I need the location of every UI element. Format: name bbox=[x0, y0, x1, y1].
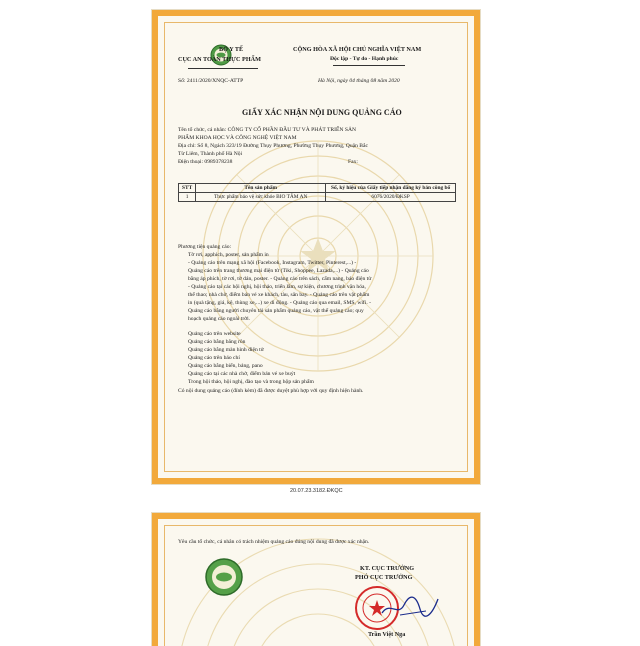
media-list-item: Trong hội thảo, hội nghị, đào tạo và trong hộp sản phẩm bbox=[188, 379, 314, 385]
media-list-item: Quảng cáo tại các nhà chờ, điểm bán vé xe buýt bbox=[188, 371, 296, 377]
media-line: Quảng cáo bằng người chuyên tải sản phẩm quảng cáo, vật thể quảng cáo; quy bbox=[188, 308, 364, 314]
document-page-2 bbox=[152, 513, 480, 646]
republic-title: CỘNG HÒA XÃ HỘI CHỦ NGHĨA VIỆT NAM bbox=[293, 46, 422, 53]
org-name-line2: PHẨM KHOA HỌC VÀ CÔNG NGHỆ VIỆT NAM bbox=[178, 135, 297, 141]
ministry-name: BỘ Y TẾ bbox=[219, 46, 244, 53]
media-line: - Quảng cáo tại các hội nghị, hội thảo, triển lãm, sự kiện, chương trình văn hóa, bbox=[188, 284, 366, 290]
org-address-line2: Từ Liêm, Thành phố Hà Nội bbox=[178, 151, 243, 157]
approval-conclusion: Có nội dung quảng cáo (đính kèm) đã được duyệt phù hợp với quy định hiện hành. bbox=[178, 388, 364, 394]
issue-date: Hà Nội, ngày 04 tháng 08 năm 2020 bbox=[318, 78, 400, 84]
org-address-line1: Địa chỉ: Số 8, Ngách 323/19 Đường Thụy Phương, Phường Thụy Phương, Quận Bắc bbox=[178, 143, 369, 149]
document-page-1 bbox=[152, 10, 480, 484]
media-line: Quảng cáo trên trang thương mại điện tử (Tiki, Shoppee, Lazada,...) - Quảng cáo bbox=[188, 268, 369, 274]
table-header-row bbox=[179, 184, 456, 193]
media-line: bằng áp phích, tờ rơi, tờ dán, poster. - Quảng cáo trên sách, cẩm nang, báo điện tử bbox=[188, 276, 372, 282]
col-header-product: Tên sản phẩm bbox=[196, 184, 326, 193]
cell-product: Thực phẩm bảo vệ sức khỏe BIO TÂM AN bbox=[196, 193, 326, 202]
document-number: Số: 2411/2020/XNQC-ATTP bbox=[178, 78, 244, 84]
media-list-item: Quảng cáo bằng băng rôn bbox=[188, 339, 246, 345]
media-line: Tờ rơi, apphich, poster, sản phẩm in bbox=[188, 252, 269, 258]
department-name: CỤC AN TOÀN THỰC PHẨM bbox=[178, 56, 261, 63]
media-heading: Phương tiện quảng cáo: bbox=[178, 244, 232, 250]
media-line: in (quà tặng, giá, kệ, thùng xe,...) xe di động. - Quảng cáo qua email, SMS, wifi. - bbox=[188, 300, 372, 306]
media-line: thể thao; nhà chờ, điểm bán vé xe khách, tàu, sân bay. - Quảng cáo trên vật phẩm bbox=[188, 292, 370, 298]
signer-title-2: PHÓ CỤC TRƯỞNG bbox=[355, 574, 413, 581]
notice-text: Yêu cầu tổ chức, cá nhân có trách nhiệm quảng cáo đúng nội dung đã được xác nhận. bbox=[178, 539, 370, 545]
product-table bbox=[178, 183, 456, 202]
org-phone: Điện thoại: 0989378238 bbox=[178, 159, 233, 165]
signer-name: Trần Việt Nga bbox=[368, 631, 406, 638]
motto-underline bbox=[333, 65, 405, 66]
food-safety-logo bbox=[204, 557, 244, 597]
media-line: hoạch quảng cáo ngoài trời. bbox=[188, 316, 251, 322]
document-code: 20.07.23.3182.ĐKQC bbox=[290, 488, 343, 494]
signer-title-1: KT. CỤC TRƯỞNG bbox=[360, 565, 415, 572]
media-list-item: Quảng cáo trên website bbox=[188, 331, 241, 337]
document-title: GIẤY XÁC NHẬN NỘI DUNG QUẢNG CÁO bbox=[242, 108, 402, 117]
signature bbox=[380, 591, 440, 621]
national-motto: Độc lập - Tự do - Hạnh phúc bbox=[330, 56, 399, 62]
media-list-item: Quảng cáo bằng màn hình điện tử bbox=[188, 347, 264, 353]
media-list-item: Quảng cáo trên báo chí bbox=[188, 355, 240, 361]
table-row bbox=[179, 193, 456, 202]
media-list-item: Quảng cáo bằng biển, bảng, pano bbox=[188, 363, 263, 369]
col-header-registration: Số, ký hiệu của Giấy tiếp nhận đăng ký bản công bố bbox=[326, 184, 456, 193]
cell-registration: 6076/2020/ĐKSP bbox=[326, 193, 456, 202]
org-name-line1: Tên tổ chức, cá nhân: CÔNG TY CỔ PHẦN ĐẦU TƯ VÀ PHÁT TRIỂN SẢN bbox=[178, 127, 357, 133]
cell-stt: 1 bbox=[179, 193, 196, 202]
department-underline bbox=[188, 68, 258, 69]
org-fax: Fax: bbox=[348, 159, 358, 165]
col-header-stt: STT bbox=[179, 184, 196, 193]
media-line: - Quảng cáo trên mạng xã hội (Facebook, Instagram, Twitter, Pinterest,...) - bbox=[188, 260, 357, 266]
